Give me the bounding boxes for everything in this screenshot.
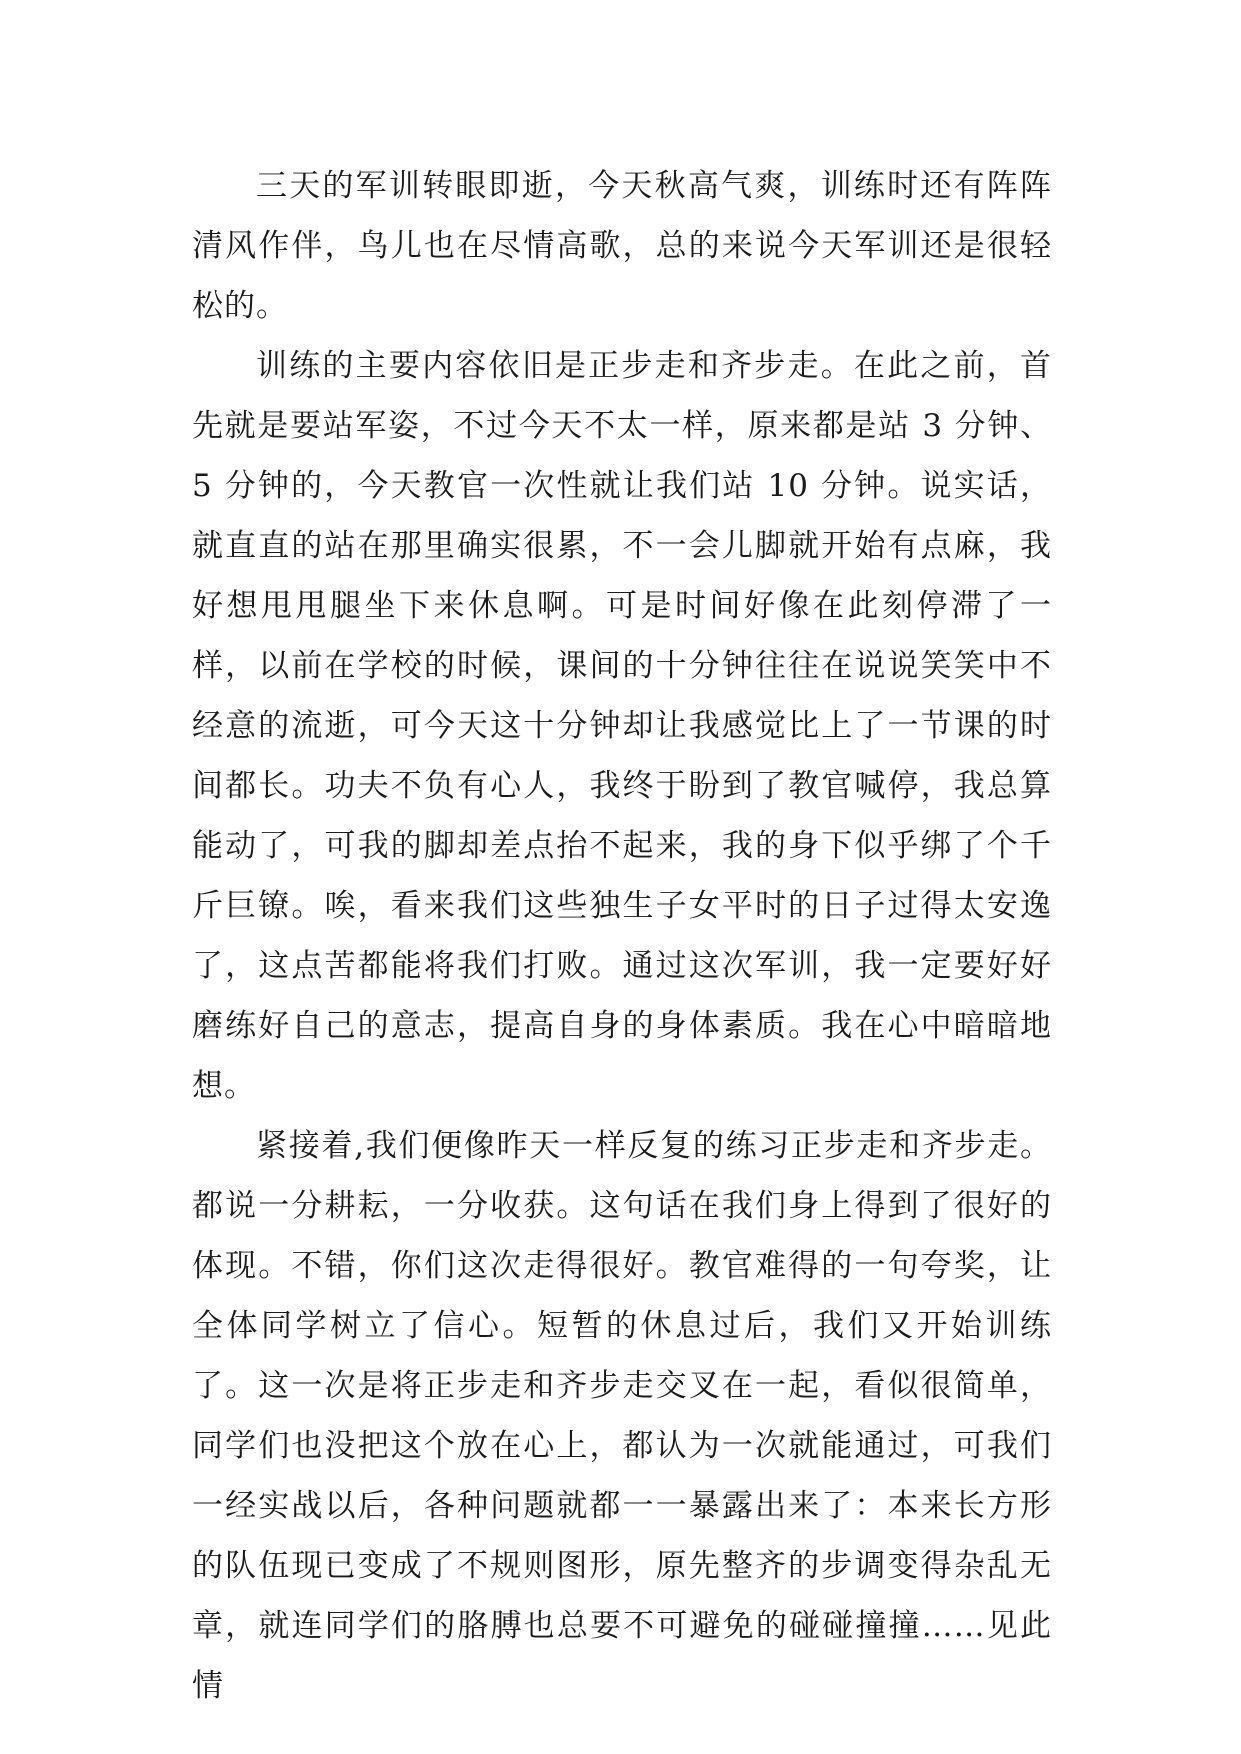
body-text: [192, 156, 1052, 1716]
paragraph-2: 训练的主要内容依旧是正步走和齐步走。在此之前，首先就是要站军姿，不过今天不太一样，原来都是站 3 分钟、5 分钟的，今天教官一次性就让我们站 10 分钟。说实话，就直直的站在那里确实很累，不一会儿脚就开始有点麻，我好想甩甩腿坐下来休息啊。可是时间好像在此刻停滞了一样，以前在学校的时候，课间的十分钟往往在说说笑笑中不经意的流逝，可今天这十分钟却让我感觉比上了一节课的时间都长。功夫不负有心人，我终于盼到了教官喊停，我总算能动了，可我的脚却差点抬不起来，我的身下似乎绑了个千斤巨镣。唉，看来我们这些独生子女平时的日子过得太安逸了，这点苦都能将我们打败。通过这次军训，我一定要好好磨练好自己的意志，提高自身的身体素质。我在心中暗暗地想。: [192, 348, 1052, 1104]
paragraph-3: 紧接着,我们便像昨天一样反复的练习正步走和齐步走。都说一分耕耘，一分收获。这句话在我们身上得到了很好的体现。不错，你们这次走得很好。教官难得的一句夸奖，让全体同学树立了信心。短暂的休息过后，我们又开始训练了。这一次是将正步走和齐步走交叉在一起，看似很简单，同学们也没把这个放在心上，都认为一次就能通过，可我们一经实战以后，各种问题就都一一暴露出来了：本来长方形的队伍现已变成了不规则图形，原先整齐的步调变得杂乱无章，就连同学们的胳膊也总要不可避免的碰碰撞撞……见此情: [192, 1128, 1052, 1704]
paragraph-1: 三天的军训转眼即逝，今天秋高气爽，训练时还有阵阵清风作伴，鸟儿也在尽情高歌，总的来说今天军训还是很轻松的。: [192, 168, 1052, 324]
